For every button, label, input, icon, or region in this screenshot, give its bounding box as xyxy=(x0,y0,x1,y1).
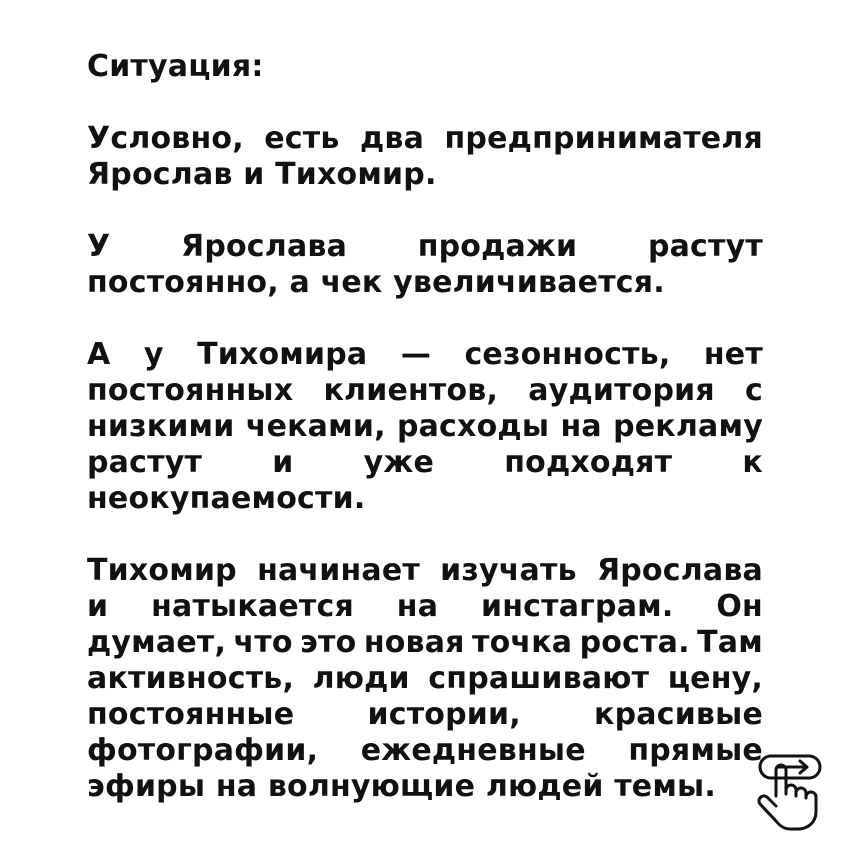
word: растут xyxy=(87,445,203,480)
word: фотографии, xyxy=(87,733,319,768)
swipe-hand-icon xyxy=(750,752,826,832)
word: Ярослава xyxy=(596,553,763,588)
p1-line-1 xyxy=(87,121,763,157)
word: истории, xyxy=(367,697,521,732)
word: спрашивают xyxy=(428,661,650,696)
word: изучать xyxy=(440,553,577,588)
word: инстаграм. xyxy=(481,589,674,624)
p4-line-1 xyxy=(87,553,763,589)
word: клиентов, xyxy=(323,373,499,408)
word: Он xyxy=(716,589,763,624)
word: продажи xyxy=(417,229,578,264)
word: растут xyxy=(647,229,763,264)
word: активность, xyxy=(87,661,295,696)
p4-line-4 xyxy=(87,661,763,697)
word: два xyxy=(360,121,425,156)
word: красивые xyxy=(594,697,763,732)
p3-line-2 xyxy=(87,373,763,409)
word: Тихомир xyxy=(87,553,237,588)
p3-line-5: неокупаемости. xyxy=(87,481,366,516)
word: натыкается xyxy=(151,589,354,624)
word: чеками, xyxy=(245,409,386,444)
word: уже xyxy=(363,445,435,480)
word: это xyxy=(300,625,357,660)
p4-line-2 xyxy=(87,589,763,625)
word: предпринимателя xyxy=(444,121,763,156)
word: подходят xyxy=(504,445,673,480)
p4-line-7: эфиры на волнующие людей темы. xyxy=(87,769,716,804)
word: прямые xyxy=(628,733,763,768)
word: роста. xyxy=(579,625,690,660)
word: Условно, xyxy=(87,121,244,156)
p2-line-1 xyxy=(87,229,763,265)
word: расходы xyxy=(396,409,550,444)
word: люди xyxy=(312,661,410,696)
word: сезонность, xyxy=(464,337,671,372)
p3-line-3 xyxy=(87,409,763,445)
word: есть xyxy=(264,121,340,156)
word: на xyxy=(396,589,439,624)
word: — xyxy=(400,337,432,372)
word: У xyxy=(87,229,111,264)
p2-line-2: постоянно, а чек увеличивается. xyxy=(87,265,665,300)
word: Там xyxy=(697,625,763,660)
word: начинает xyxy=(257,553,420,588)
word: Тихомира xyxy=(197,337,368,372)
word: точка xyxy=(472,625,573,660)
word: постоянные xyxy=(87,697,295,732)
word: ежедневные xyxy=(360,733,586,768)
word: А xyxy=(87,337,111,372)
word: и xyxy=(272,445,294,480)
p1-line-2: Ярослав и Тихомир. xyxy=(87,157,437,192)
p3-line-4 xyxy=(87,445,763,481)
p4-line-5 xyxy=(87,697,763,733)
word: новая xyxy=(363,625,465,660)
word: низкими xyxy=(87,409,235,444)
word: и xyxy=(87,589,109,624)
word: нет xyxy=(703,337,763,372)
word: цену, xyxy=(667,661,763,696)
word: что xyxy=(233,625,293,660)
word: аудитория xyxy=(528,373,715,408)
word: рекламу xyxy=(613,409,763,444)
word: на xyxy=(560,409,602,444)
word: Ярослава xyxy=(181,229,348,264)
p4-line-6 xyxy=(87,733,763,769)
word: к xyxy=(742,445,763,480)
word: у xyxy=(143,337,164,372)
word: думает, xyxy=(87,625,227,660)
p4-line-3 xyxy=(87,625,763,661)
word: постоянных xyxy=(87,373,294,408)
word: с xyxy=(745,373,763,408)
heading: Ситуация: xyxy=(87,49,264,84)
p3-line-1 xyxy=(87,337,763,373)
